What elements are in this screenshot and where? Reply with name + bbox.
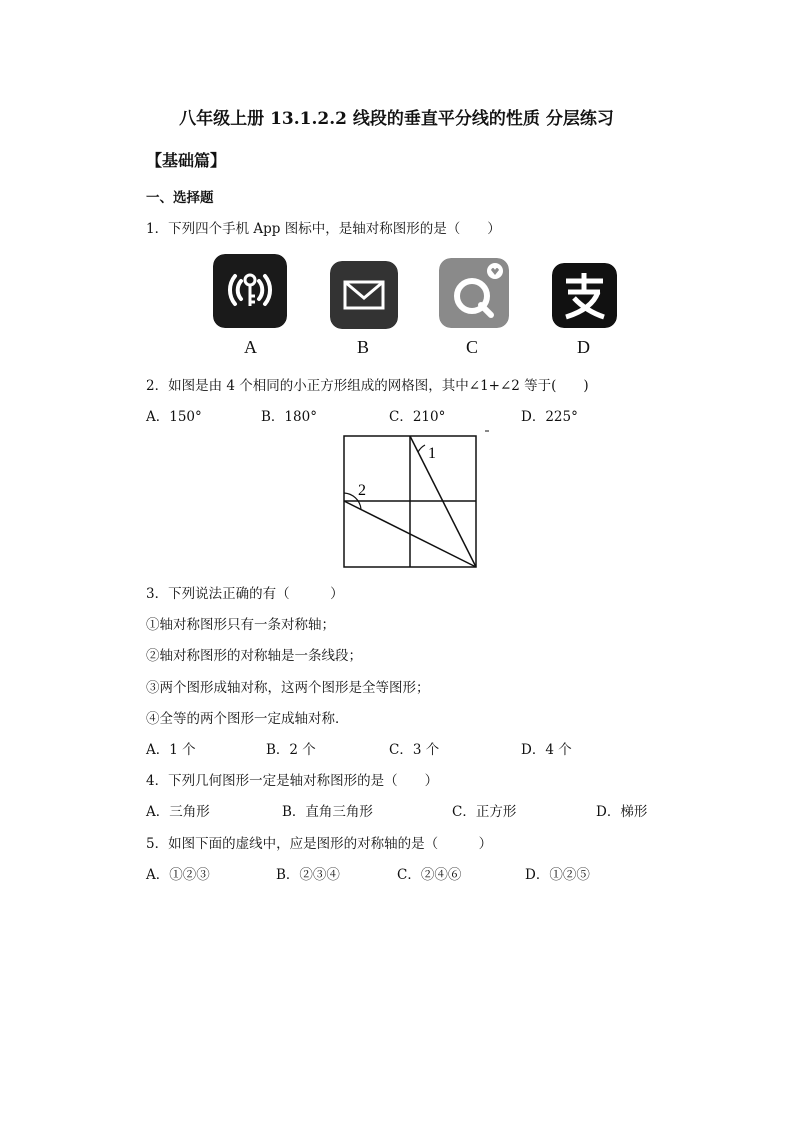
question-3-text: 3．下列说法正确的有（ ）	[146, 586, 344, 602]
grid-figure	[330, 425, 500, 575]
q3-statement-2: ②轴对称图形的对称轴是一条线段；	[146, 648, 362, 664]
section-heading: 【基础篇】	[146, 151, 227, 170]
q5-option-c: C．②④⑥	[397, 867, 462, 883]
search-q-icon	[439, 258, 509, 328]
q3-option-a: A．1 个	[146, 742, 196, 758]
angle-1-label: 1	[428, 445, 436, 462]
q5-option-b: B．②③④	[276, 867, 340, 883]
question-2-text: 2．如图是由 4 个相同的小正方形组成的网格图，其中∠1+∠2 等于( )	[146, 378, 589, 394]
question-5-text: 5．如图下面的虚线中，应是图形的对称轴的是（ ）	[146, 836, 493, 852]
wifi-key-icon	[213, 254, 287, 328]
option-label-a: A	[244, 337, 257, 357]
alipay-icon	[552, 263, 617, 328]
q3-option-b: B．2 个	[266, 742, 316, 758]
option-label-d: D	[577, 337, 590, 357]
option-label-c: C	[466, 337, 479, 357]
question-4-text: 4．下列几何图形一定是轴对称图形的是（ ）	[146, 773, 439, 789]
q2-option-b: B．180°	[261, 409, 317, 425]
q4-option-d: D．梯形	[596, 804, 648, 820]
q2-option-a: A．150°	[146, 409, 202, 425]
q3-statement-3: ③两个图形成轴对称，这两个图形是全等图形；	[146, 680, 430, 696]
q3-statement-4: ④全等的两个图形一定成轴对称．	[146, 711, 349, 727]
q5-option-a: A．①②③	[146, 867, 210, 883]
option-label-b: B	[357, 337, 370, 357]
q3-option-c: C．3 个	[389, 742, 440, 758]
q4-option-c: C．正方形	[452, 804, 517, 820]
mail-icon	[330, 261, 398, 329]
angle-2-label: 2	[358, 482, 366, 499]
question-1-text: 1．下列四个手机 App 图标中，是轴对称图形的是（ ）	[146, 221, 501, 237]
q4-option-b: B．直角三角形	[282, 804, 373, 820]
q5-option-d: D．①②⑤	[525, 867, 590, 883]
q3-statement-1: ①轴对称图形只有一条对称轴；	[146, 617, 335, 633]
q3-option-d: D．4 个	[521, 742, 572, 758]
q2-option-d: D．225°	[521, 409, 578, 425]
page-title: 八年级上册 13.1.2.2 线段的垂直平分线的性质 分层练习	[179, 109, 614, 129]
subsection-heading: 一、选择题	[146, 190, 214, 206]
q2-option-c: C．210°	[389, 409, 446, 425]
q4-option-a: A．三角形	[146, 804, 210, 820]
